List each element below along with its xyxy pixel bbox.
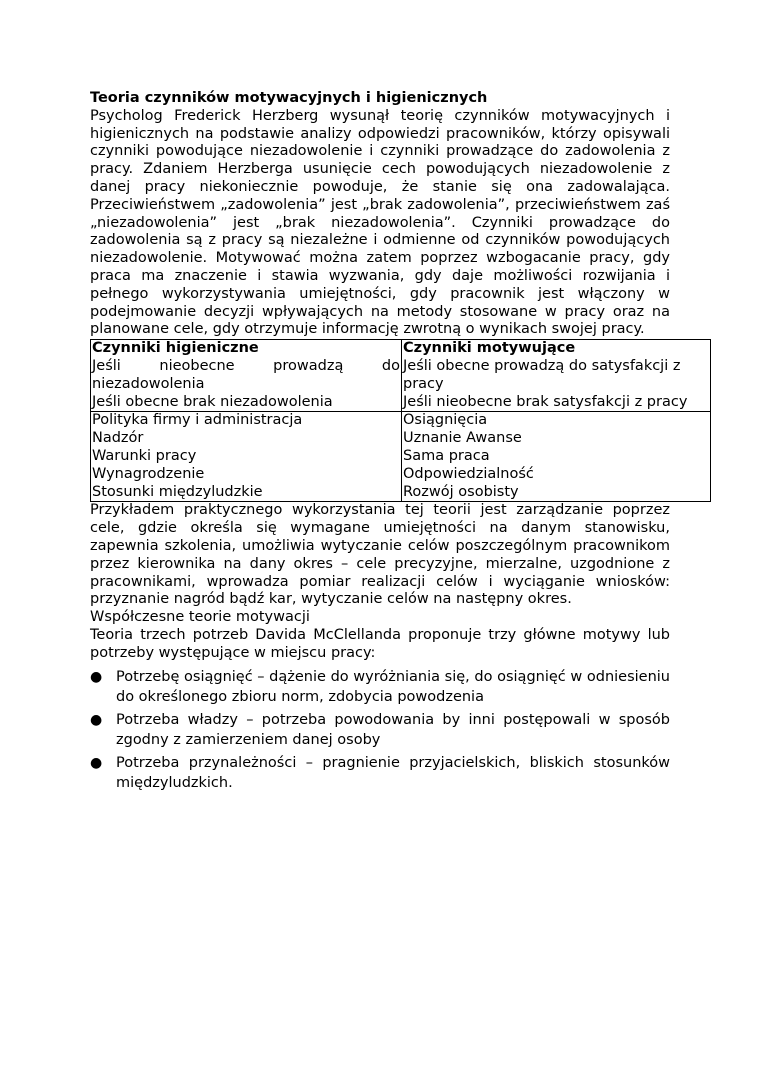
motivators-desc-line-2: pracy bbox=[403, 375, 444, 392]
hygiene-heading: Czynniki higieniczne bbox=[92, 340, 259, 357]
motivators-desc-line-3: Jeśli nieobecne brak satysfakcji z pracy bbox=[403, 393, 688, 410]
motivator-item: Odpowiedzialność bbox=[403, 465, 534, 482]
hygiene-item: Wynagrodzenie bbox=[92, 465, 205, 482]
hygiene-item: Warunki pracy bbox=[92, 447, 197, 464]
bullet-icon: ● bbox=[90, 668, 103, 685]
list-item bbox=[90, 710, 670, 750]
list-item bbox=[90, 667, 670, 707]
document-title: Teoria czynników motywacyjnych i higienicznych bbox=[90, 90, 488, 106]
hygiene-desc-line-2: niezadowolenia bbox=[92, 375, 205, 392]
mcclelland-paragraph: Teoria trzech potrzeb Davida McClellanda proponuje trzy główne motywy lub potrzeby występujące w miejscu pracy: bbox=[90, 626, 670, 661]
bullet-icon: ● bbox=[90, 711, 103, 728]
table-header-row bbox=[91, 340, 711, 412]
motivator-item: Osiągnięcia bbox=[403, 412, 488, 429]
motivators-header-cell bbox=[402, 340, 711, 412]
list-item bbox=[90, 753, 670, 793]
motivators-heading: Czynniki motywujące bbox=[403, 340, 576, 357]
hygiene-desc-line-3: Jeśli obecne brak niezadowolenia bbox=[92, 393, 333, 410]
hygiene-item: Stosunki międzyludzkie bbox=[92, 483, 263, 500]
hygiene-desc-line-1: Jeśli nieobecne prowadzą do bbox=[92, 357, 400, 374]
factors-table bbox=[90, 339, 711, 502]
table-items-row bbox=[91, 412, 711, 502]
bullet-icon: ● bbox=[90, 754, 103, 771]
motivators-desc-line-1: Jeśli obecne prowadzą do satysfakcji z bbox=[403, 357, 681, 374]
document-page bbox=[90, 90, 688, 796]
motivators-items-cell bbox=[402, 412, 711, 502]
modern-theories-heading: Współczesne teorie motywacji bbox=[90, 609, 310, 626]
hygiene-item: Polityka firmy i administracja bbox=[92, 412, 303, 429]
motivator-item: Rozwój osobisty bbox=[403, 483, 519, 500]
motivator-item: Sama praca bbox=[403, 447, 490, 464]
motives-list bbox=[90, 667, 670, 793]
hygiene-items-cell bbox=[91, 412, 402, 502]
hygiene-item: Nadzór bbox=[92, 430, 144, 447]
hygiene-header-cell bbox=[91, 340, 402, 412]
example-paragraph: Przykładem praktycznego wykorzystania tej teorii jest zarządzanie poprzez cele, gdzie określa się wymagane umiejętności na danym stanowisku, zapewnia szkolenia, umożliwia wytyczanie celów poszczególnym pracownikom przez kierownika na dany okres – cele precyzyjne, mierzalne, uzgodnione z pracownikami, wprowadza pomiar realizacji celów i wyciąganie wniosków: przyznanie nagród bądź kar, wytyczanie celów na następny okres. bbox=[90, 502, 670, 608]
motive-text: Potrzeba przynależności – pragnienie przyjacielskich, bliskich stosunków międzyludzkich. bbox=[116, 754, 670, 791]
motive-text: Potrzebę osiągnięć – dążenie do wyróżniania się, do osiągnięć w odniesieniu do określonego zbioru norm, zdobycia powodzenia bbox=[116, 668, 670, 705]
intro-paragraph: Psycholog Frederick Herzberg wysunął teorię czynników motywacyjnych i higienicznych na podstawie analizy odpowiedzi pracowników, którzy opisywali czynniki powodujące niezadowolenie i czynniki prowadzące do zadowolenia z pracy. Zdaniem Herzberga usunięcie cech powodujących niezadowolenie z danej pracy niekoniecznie powoduje, że stanie się ona zadowalająca. Przeciwieństwem „zadowolenia” jest „brak zadowolenia”, przeciwieństwem zaś „niezadowolenia” jest „brak niezadowolenia”. Czynniki prowadzące do zadowolenia są z pracy są niezależne i odmienne od czynników powodujących niezadowolenie. Motywować można zatem poprzez wzbogacanie pracy, gdy praca ma znaczenie i stawia wyzwania, gdy daje możliwości rozwijania i pełnego wykorzystywania umiejętności, gdy pracownik jest włączony w podejmowanie decyzji wpływających na metody stosowane w pracy oraz na planowane cele, gdy otrzymuje informację zwrotną o wynikach swojej pracy. bbox=[90, 107, 670, 338]
motive-text: Potrzeba władzy – potrzeba powodowania by inni postępowali w sposób zgodny z zamierzeniem danej osoby bbox=[116, 711, 670, 748]
motivator-item: Uznanie Awanse bbox=[403, 430, 522, 447]
